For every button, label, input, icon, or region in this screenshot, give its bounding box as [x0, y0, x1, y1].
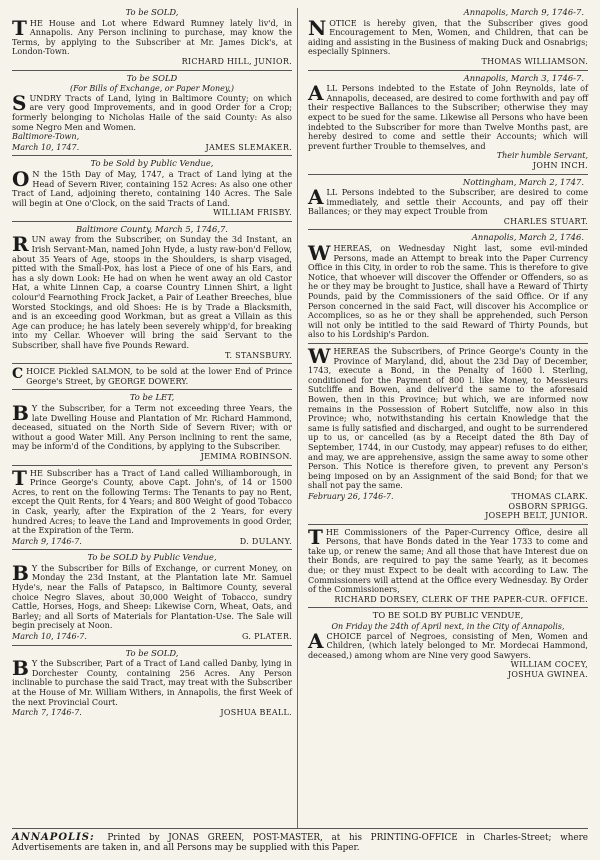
drop-cap: A	[308, 185, 324, 210]
advert-body: HOICE Pickled SALMON, to be sold at the lower End of Prince George's Street, by	[26, 366, 292, 386]
advert-signer: JOSHUA BEALL.	[220, 708, 292, 718]
drop-cap: T	[12, 15, 27, 40]
advert-date: March 9, 1746-7.	[12, 536, 82, 546]
notice-body: LL Persons indebted to the Subscriber, are desired to come immediately, and settle their Accounts, and pay off their Ballances; or they may expect Trouble from	[308, 187, 588, 217]
notice-signer: CHARLES STUART.	[503, 216, 588, 226]
notice-body: HEREAS the Subscribers, of Prince George's County in the Province of Maryland, did, about the 23d Day of December, 1743, execute a Bond, in the Penalty of 1600 l. Sterling, conditioned for the Payment of 800 l. like Money, to Messieurs Sutcliffe and Bowen, and deliver'd the same to the aforesaid Bowen, then in this Province; but which, we are informed now remains in the Possession of Robert Sutcliffe, now also in this Province; who, notwithstanding his certain Knowledge that the same is fully satisfied and discharged, and ought to be surrendered up to us, or cancelled (as by a Receipt dated the 8th Day of September, 1744, in our Custody, may appear) refuses to do either, and may, we are apprehensive, assign the same away to some other Person. This Notice is therefore given, to prevent any Person's being imposed on by an Assignment of the said Bond; for that we shall not pay the same.	[308, 346, 588, 491]
drop-cap: B	[12, 656, 29, 681]
column-divider	[297, 8, 298, 828]
drop-cap: O	[12, 166, 30, 191]
drop-cap: B	[12, 560, 29, 585]
divider	[12, 465, 292, 466]
imprint-text: Printed by JONAS GREEN, POST-MASTER, at his PRINTING-OFFICE in Charles-Street; where Advertisements are taken in, and all Persons may be supplied with this Paper.	[12, 833, 589, 853]
notice-body: HEREAS, on Wednesday Night last, some evil-minded Persons, made an Attempt to break into the Paper Currency Office in this City, in order to rob the same. This is therefore to give Notice, that whoever will discover the Offender or Offenders, so as he or they may be brought to Justice, shall have a Reward of Thirty Pounds, paid by the Commissioners of the said Office. Or if any Person concerned in the said Fact, will discover his Accomplice or Accomplices, so as he or they shall be apprehended, such Person will not only be intitled to the said Reward of Thirty Pounds, but also to his Lordship's Pardon.	[308, 243, 588, 340]
divider	[12, 645, 292, 646]
advert-signer: JEMIMA ROBINSON.	[200, 451, 292, 461]
drop-cap: N	[308, 15, 327, 40]
imprint-footer	[12, 828, 588, 853]
advert-heading: TO BE SOLD BY PUBLIC VENDUE,	[372, 610, 524, 621]
drop-cap: A	[308, 628, 324, 653]
advert-signer: G. PLATER.	[242, 632, 292, 642]
notice-dateline: Annapolis, March 9, 1746-7.	[463, 7, 584, 17]
right-column	[308, 8, 588, 682]
advert-heading: To be SOLD by Public Vendue,	[87, 552, 217, 563]
drop-cap: A	[308, 81, 324, 106]
advert-body: UNDRY Tracts of Land, lying in Baltimore County; on which are very good Improvements, and in good Order for a Crop; formerly belonging to Nicholas Haile of the said County: As also some Negro Men and Women.	[12, 92, 292, 132]
advert-vendue-severn	[12, 159, 292, 218]
notice-signer: JOHN INCH.	[532, 160, 588, 170]
divider	[308, 524, 588, 525]
divider	[308, 70, 588, 71]
divider	[308, 607, 588, 608]
advert-body: CHOICE parcel of Negroes, consisting of Men, Women and Children, (which lately belonged to Mr. Mordecai Hammond, deceased,) among whom are Nine very good Sawyers.	[308, 630, 588, 660]
notice-duck-osnabrigs	[308, 8, 588, 67]
drop-cap: S	[12, 90, 27, 115]
advert-date: March 7, 1746-7.	[12, 708, 82, 718]
notice-signer: THOMAS WILLIAMSON.	[481, 56, 588, 66]
advert-negro-vendue	[308, 611, 588, 679]
advert-heading: To be SOLD,	[125, 647, 179, 658]
advert-heading: To be SOLD,	[125, 7, 179, 17]
notice-bond	[308, 344, 588, 521]
advert-signer: JOSHUA GWINEA.	[507, 670, 588, 679]
drop-cap: T	[12, 465, 27, 490]
divider	[12, 221, 292, 222]
divider	[308, 229, 588, 230]
notice-nottingham	[308, 178, 588, 227]
notice-body: OTICE is hereby given, that the Subscriber gives good Encouragement to Men, Women, and Children, that can be aiding and assisting in the Business of making Duck and Osnabrigs; especially Spinners.	[308, 17, 588, 57]
advert-house-sale	[12, 8, 292, 67]
divider	[12, 549, 292, 550]
advert-to-let	[12, 393, 292, 461]
notice-dateline: Annapolis, March 3, 1746-7.	[463, 72, 584, 83]
advert-date: March 10, 1747.	[12, 142, 80, 152]
drop-cap: R	[12, 232, 29, 257]
advert-signer: WILLIAM COCEY,	[510, 660, 588, 670]
advert-body: Y the Subscriber for Bills of Exchange, or current Money, on Monday the 23d Instant, at the Plantation late Mr. Samuel Hyde's, near the Falls of Patapsco, in Baltimore County, several choice Negro Slaves, about 30,000 Weight of Tobacco, sundry Cattle, Horses, Hogs, and Sheep: Likewise Corn, Wheat, Oats, and Barley; and all Sorts of Materials for Plantation-Use. The Sale will begin precisely at Noon.	[12, 562, 292, 631]
notice-dateline: Annapolis, March 2, 1746.	[471, 232, 584, 243]
notice-date: February 26, 1746-7.	[308, 491, 394, 501]
advert-salmon	[12, 367, 292, 386]
notice-signer: OSBORN SPRIGG.	[508, 501, 588, 511]
advert-body: N the 15th Day of May, 1747, a Tract of Land lying at the Head of Severn River, containing 152 Acres: As also one other Tract of Land, adjoining thereto, containing 140 Acres. The Sale will begin at One o'Clock, on the said Tracts of Land.	[12, 168, 292, 208]
notice-body: LL Persons indebted to the Estate of John Reynolds, late of Annapolis, deceased, are desired to come forthwith and pay off their respective Ballances to the Subscriber; otherwise they may expect to be sued for the same. Likewise all Persons who have been indebted to the Subscriber for more than Twelve Months past, are hereby desired to come and settle their Accounts; which will prevent further Trouble to themselves, and	[308, 83, 588, 151]
divider	[308, 174, 588, 175]
notice-signer: RICHARD DORSEY, CLERK OF THE PAPER-CUR. OFFICE.	[334, 594, 588, 604]
advert-signer: RICHARD HILL, JUNIOR.	[181, 56, 292, 66]
advert-subheading: (For Bills of Exchange, or Paper Money,)	[69, 84, 234, 94]
advert-body: Y the Subscriber, for a Term not exceeding three Years, the late Dwelling House and Plantation of Mr. Richard Hammond, deceased, situated on the North Side of Severn River; with or without a good Water Mill. Any Person inclining to rent the same, may be inform'd of the Conditions, by applying to the Subscriber.	[12, 402, 292, 452]
advert-heading: To be Sold by Public Vendue,	[90, 158, 214, 169]
advert-heading: To be SOLD	[126, 72, 178, 83]
advert-signer: D. DULANY.	[239, 536, 292, 546]
advert-signer: GEORGE DOWERY.	[108, 375, 189, 386]
drop-cap: C	[12, 366, 24, 383]
advert-date: March 10, 1746-7.	[12, 632, 87, 642]
advert-signer: T. STANSBURY.	[225, 350, 292, 360]
notice-body: HE Commissioners of the Paper-Currency Office, desire all Persons, that have Bonds dated in the Year 1733 to come and take up, or renew the same; And all those that have Interest due on their Bonds, are required to pay the same Yearly, as it becomes due; or they must Expect to be dealt with according to Law. The Commissioners will attend at the Office every Wednesday. By Order of the Commissioners,	[308, 526, 588, 595]
notice-dateline: Nottingham, March 2, 1747.	[462, 176, 584, 187]
advert-land-baltimore	[12, 74, 292, 153]
divider	[12, 70, 292, 71]
notice-reynolds-estate	[308, 74, 588, 171]
divider	[12, 363, 292, 364]
imprint-place: ANNAPOLIS:	[12, 832, 95, 843]
divider	[308, 343, 588, 344]
drop-cap: T	[308, 524, 323, 549]
advert-runaway	[12, 225, 292, 360]
advert-lead: On Friday the 24th of April next, in the City of Annapolis,	[331, 622, 565, 632]
advert-body: UN away from the Subscriber, on Sunday the 3d Instant, an Irish Servant-Man, named John Hyde, a lusty raw-bon'd Fellow, about 35 Years of Age, stoops in the Shoulders, is sharp visaged, pitted with the Small-Pox, has lost a Piece of one of his Ears, and has a sly down Look: He had on when he went away an old Castor Hat, a white Linnen Cap, a coarse Country Linnen Shirt, a light colour'd Fearnothing Frock Jacket, a Pair of Leather Breeches, blue Worsted Stockings, and old Shoes: He is by Trade a Blacksmith, and is an exceeding good Workman, but as great a Villain as this Age can produce; he has lately been severely whipp'd, for breaking into my Cellar. Whoever will bring the said Servant to the Subscriber, shall have five Pounds Reward.	[12, 234, 292, 350]
advert-danby	[12, 649, 292, 718]
drop-cap: B	[12, 400, 29, 425]
divider	[12, 389, 292, 390]
advert-land-rent	[12, 465, 292, 547]
advert-body: Y the Subscriber, Part of a Tract of Land called Danby, lying in Dorchester County, containing 256 Acres. Any Person inclinable to purchase the said Tract, may treat with the Subscriber at the House of Mr. William Withers, in Annapolis, the first Week of the next Provincial Court.	[12, 658, 292, 707]
advert-body: HE House and Lot where Edward Rumney lately liv'd, in Annapolis. Any Person inclining to purchase, may know the Terms, by applying to the Subscriber at Mr. James Dick's, at London-Town.	[12, 17, 292, 57]
advert-body: HE Subscriber has a Tract of Land called Williamborough, in Prince George's County, above Capt. John's, of 14 or 1500 Acres, to rent on the following Terms: The Tenants to pay no Rent, except the Quit Rents, for 4 Years; and 800 Weight of good Tobacco in Cask, yearly, after the Expiration of the 2 Years, for every hundred Acres; to leave the Land and Improvements in good Order, at the Expiration of the Term.	[12, 467, 292, 536]
advert-heading: Baltimore County, March 5, 1746,7.	[76, 223, 228, 234]
advert-place: Baltimore-Town,	[12, 131, 80, 142]
notice-commissioners	[308, 524, 588, 605]
advert-heading: To be LET,	[129, 392, 175, 403]
notice-signer: THOMAS CLARK.	[511, 491, 588, 501]
drop-cap: W	[308, 241, 331, 266]
advert-signer: WILLIAM FRISBY.	[213, 208, 292, 218]
notice-closing: Their humble Servant,	[496, 151, 588, 161]
notice-signer: JOSEPH BELT, JUNIOR.	[485, 511, 588, 521]
advert-vendue-patapsco	[12, 553, 292, 641]
notice-paper-office-robbery	[308, 233, 588, 340]
divider	[12, 155, 292, 156]
left-column	[12, 8, 292, 720]
drop-cap: W	[308, 344, 331, 368]
advert-signer: JAMES SLEMAKER.	[205, 142, 292, 152]
